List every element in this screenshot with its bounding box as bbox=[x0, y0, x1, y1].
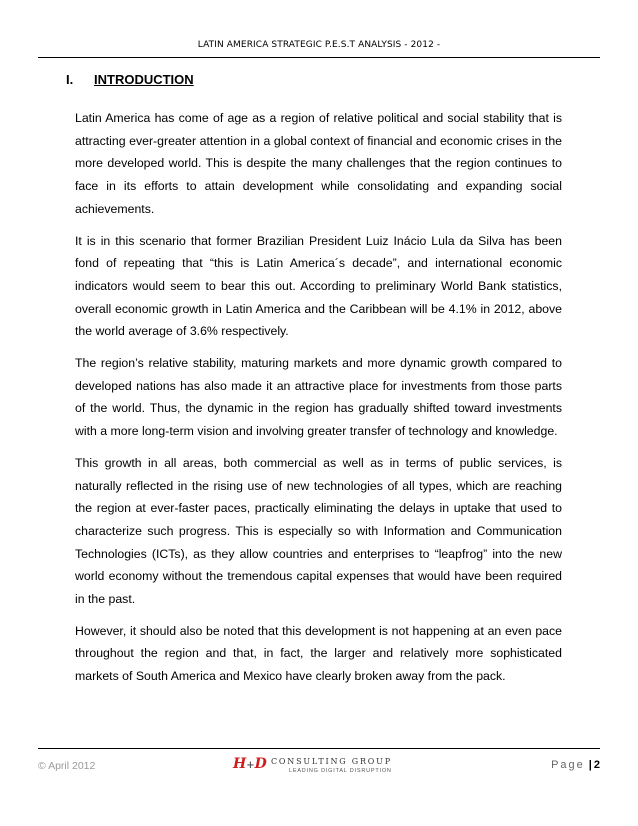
page-number-block bbox=[551, 759, 600, 771]
company-logo bbox=[233, 756, 403, 778]
page-label: Page bbox=[551, 759, 585, 771]
section-number: I. bbox=[66, 72, 74, 87]
paragraph: This growth in all areas, both commercial as well as in terms of public services, is naturally reflected in the rising use of new technologies of all types, which are reaching the region at ever-faster paces, practically eliminating the delays in uptake that used to characterize such progress. This is especially so with Information and Communication Technologies (ICTs), as they allow countries and enterprises to “leapfrog” into the new world economy without the tremendous capital expenses that would have been required in the past. bbox=[75, 455, 562, 607]
page-number: 2 bbox=[593, 759, 600, 771]
header-divider bbox=[38, 57, 600, 58]
body-text bbox=[75, 107, 562, 697]
section-title: INTRODUCTION bbox=[94, 72, 194, 87]
paragraph: The region’s relative stability, maturing markets and more dynamic growth compared to developed nations has also made it an attractive place for investments from those parts of the world. Thus, the dynamic in the region has gradually shifted toward investments with a more long-term vision and involving greater transfer of technology and knowledge. bbox=[75, 356, 562, 439]
page-header: LATIN AMERICA STRATEGIC P.E.S.T ANALYSIS - 2012 - bbox=[197, 40, 441, 50]
paragraph: Latin America has come of age as a region of relative political and social stability that is attracting ever-greater attention in a global context of financial and economic crises in the more developed world. This is despite the many challenges that the region continues to face in its efforts to attain development while consolidating and expanding social achievements. bbox=[75, 111, 562, 216]
footer-copyright: © April 2012 bbox=[38, 760, 96, 772]
logo-name: CONSULTING GROUP bbox=[271, 757, 392, 766]
footer-divider bbox=[38, 748, 600, 749]
logo-tagline: LEADING DIGITAL DISRUPTION bbox=[289, 768, 392, 774]
paragraph: It is in this scenario that former Brazilian President Luiz Inácio Lula da Silva has been fond of repeating that “this is Latin America´s decade”, and international economic indicators would seem to bear this out. According to preliminary World Bank statistics, overall economic growth in Latin America and the Caribbean will be 4.1% in 2012, above the world average of 3.6% respectively. bbox=[75, 233, 562, 339]
logo-mark: H+D bbox=[233, 756, 267, 772]
page-separator: | bbox=[588, 759, 592, 771]
paragraph: However, it should also be noted that this development is not happening at an even pace throughout the region and that, in fact, the larger and relatively more sophisticated markets of South America and Mexico have clearly broken away from the pack. bbox=[75, 623, 562, 684]
